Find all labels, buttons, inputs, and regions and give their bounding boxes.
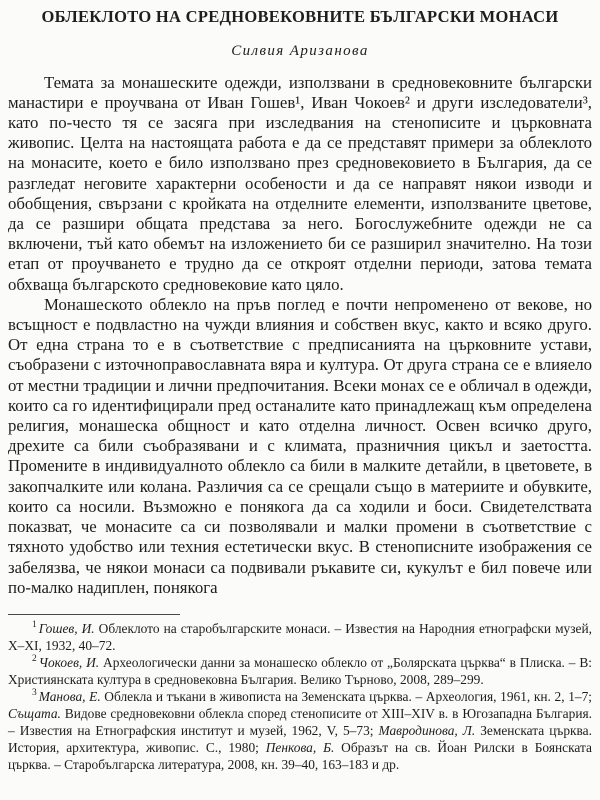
footnote-3-text-1: Облекла и тъкани в живописта на Земенската църква. – Археология, 1961, кн. 2, 1–7; <box>100 688 593 704</box>
footnote-3-author-4: Пенкова, Б. <box>265 739 335 755</box>
author-name: Силвия Аризанова <box>231 42 369 59</box>
footnote-3-marker: 3 <box>32 688 37 699</box>
footnote-1 <box>8 620 592 654</box>
footnotes-section <box>8 620 592 773</box>
footnote-1-author: Гошев, И. <box>38 620 95 636</box>
footnote-3-author-3: Мавродинова, Л. <box>378 722 476 738</box>
footnote-3-text-2: Видове средновековни облекла според стенописите от XIII–XIV в. в Югозападна България. – Известия на Етнографския институт и музей, 1962, V, 5–73; <box>8 705 592 738</box>
footnote-3 <box>8 688 592 773</box>
paragraph-2: Монашеското облекло на пръв поглед е почти непроменено от векове, но всъщност е подвластно на чужди влияния и собствен вкус, както и всяко друго. От една страна то е в съответствие с предписанията на църковните устави, съобразени с източноправославната вяра и култура. От друга страна се е влияело от местни традиции и лични предпочитания. Всеки монах се е обличал в одежди, които са го идентифицирали пред останалите като принадлежащ към определена религия, монашеска общност и като отделна личност. Освен всичко друго, дрехите са били съобразявани и с климата, празничния цикъл и заетостта. Промените в индивидуалното облекло са били в малките детайли, в цветовете, в закопчалките или колана. Различия са се срещали също в материите и обувките, които са носили. Възможно е понякога да са ходили и боси. Свидетелствата показват, че монасите са си позволявали и малки промени в съответствие с тяхното удобство или техния естетически вкус. В стенописните изображения се забелязва, че някои монаси са подвивали ръкавите си, кукулът е бил повече или по-малко надиплен, понякога <box>8 294 592 597</box>
footnote-2-marker: 2 <box>32 654 37 665</box>
footnote-2-text: Археологически данни за монашеско облекло от „Болярската църква“ в Плиска. – В: Християнската култура в средновековна България. Велико Търново, 2008, 289–299. <box>8 654 593 687</box>
article-body <box>8 73 592 598</box>
footnote-3-author-2: Същата. <box>8 705 61 721</box>
footnote-1-marker: 1 <box>32 620 37 631</box>
footnote-3-text-3: Земенската църква. История, архитектура, живопис. С., 1980; <box>8 722 592 755</box>
article-title: ОБЛЕКЛОТО НА СРЕДНОВЕКОВНИТЕ БЪЛГАРСКИ МОНАСИ <box>41 7 559 26</box>
footnote-3-author-1: Манова, Е. <box>38 688 101 704</box>
footnote-3-text-4: Образът на св. Йоан Рилски в Боянската църква. – Старобългарска литература, 2008, кн. 39–40, 163–183 и др. <box>8 739 592 772</box>
footnote-1-text: Облеклото на старобългарските монаси. – Известия на Народния етнографски музей, X–XI, 1932, 40–72. <box>8 620 592 653</box>
footnote-2-author: Чокоев, И. <box>38 654 100 670</box>
footnote-2 <box>8 654 592 688</box>
footnote-separator <box>8 614 180 615</box>
paragraph-1: Темата за монашеските одежди, използвани в средновековните български манастири е проучвана от Иван Гошев¹, Иван Чокоев² и други изследователи³, като по-често тя се засяга при изследвания на стенописите и църковната живопис. Целта на настоящата работа е да се представят примери за облеклото на монасите, което е било използвано през средновековието в България, да се разгледат неговите характерни особености и да се направят някои изводи и обобщения, свързани с кройката на отделните елементи, използваните цветове, да се разшири общата представа за него. Богослужебните одежди не са включени, тъй като обемът на изложението би се разширил значително. На този етап от проучването е трудно да се откроят отделни периоди, затова темата обхваща българското средновековие като цяло. <box>8 72 592 294</box>
